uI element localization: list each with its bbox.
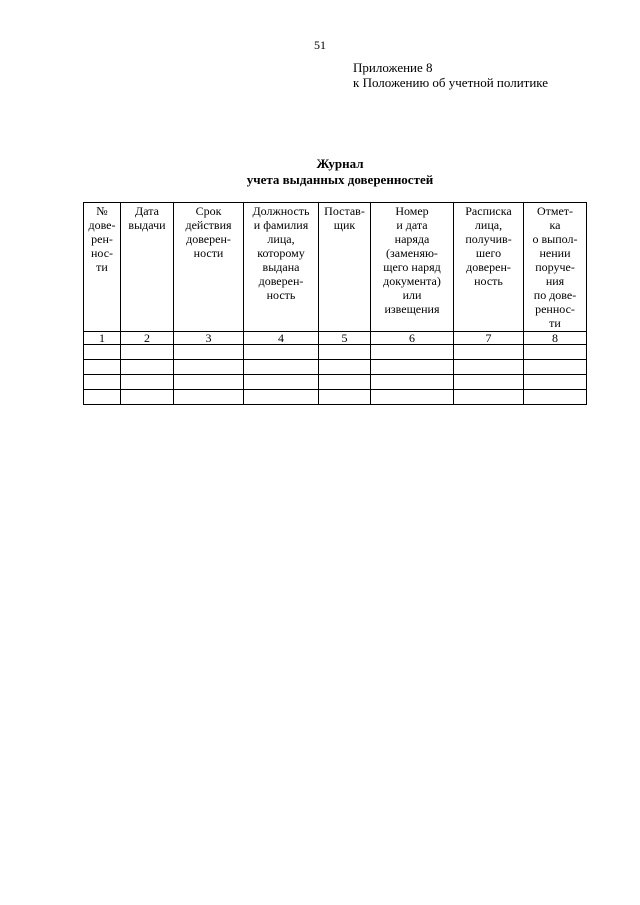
table-cell: [84, 345, 121, 360]
table-cell: [121, 390, 174, 405]
table-cell: [371, 345, 454, 360]
header-cell: № дове- рен- нос- ти: [84, 203, 121, 332]
table-cell: [319, 360, 371, 375]
table-cell: [121, 345, 174, 360]
table-cell: [244, 375, 319, 390]
title-line-2: учета выданных доверенностей: [246, 172, 434, 187]
column-number-cell: 3: [174, 332, 244, 345]
table-cell: [454, 390, 524, 405]
table-row: [84, 375, 587, 390]
column-number-cell: 8: [524, 332, 587, 345]
table-cell: [371, 390, 454, 405]
page-number: 51: [314, 38, 326, 52]
header-cell: Должность и фамилия лица, которому выдана доверен- ность: [244, 203, 319, 332]
table-cell: [84, 390, 121, 405]
table-cell: [244, 390, 319, 405]
table-cell: [319, 375, 371, 390]
table-cell: [244, 345, 319, 360]
table-cell: [371, 375, 454, 390]
table-cell: [174, 375, 244, 390]
table-row: [84, 390, 587, 405]
table-cell: [174, 345, 244, 360]
table-cell: [524, 345, 587, 360]
appendix-line-1: Приложение 8: [353, 60, 433, 75]
table-cell: [454, 345, 524, 360]
column-number-cell: 1: [84, 332, 121, 345]
appendix-reference: [353, 60, 548, 90]
table-cell: [524, 375, 587, 390]
appendix-line-2: к Положению об учетной политике: [353, 75, 549, 90]
table-row: [84, 360, 587, 375]
column-number-cell: 2: [121, 332, 174, 345]
column-number-cell: 6: [371, 332, 454, 345]
table-cell: [319, 345, 371, 360]
table-cell: [244, 360, 319, 375]
table-cell: [524, 390, 587, 405]
table-cell: [174, 360, 244, 375]
table-cell: [84, 375, 121, 390]
table-cell: [524, 360, 587, 375]
header-cell: Отмет- ка о выпол- нении поруче- ния по дове- реннос- ти: [524, 203, 587, 332]
column-number-cell: 7: [454, 332, 524, 345]
table-cell: [84, 360, 121, 375]
document-title: [0, 156, 640, 188]
column-number-cell: 4: [244, 332, 319, 345]
header-cell: Номер и дата наряда (заменяю- щего наряд документа) или извещения: [371, 203, 454, 332]
column-number-row: [84, 332, 587, 345]
journal-table: [83, 202, 587, 405]
table-cell: [121, 375, 174, 390]
table-cell: [454, 375, 524, 390]
title-line-1: Журнал: [316, 156, 364, 171]
table-row: [84, 345, 587, 360]
table-cell: [121, 360, 174, 375]
header-cell: Расписка лица, получив- шего доверен- ность: [454, 203, 524, 332]
header-row: [84, 203, 587, 332]
header-cell: Дата выдачи: [121, 203, 174, 332]
table-cell: [319, 390, 371, 405]
column-number-cell: 5: [319, 332, 371, 345]
table-cell: [454, 360, 524, 375]
table-cell: [371, 360, 454, 375]
table-cell: [174, 390, 244, 405]
header-cell: Срок действия доверен- ности: [174, 203, 244, 332]
header-cell: Постав- щик: [319, 203, 371, 332]
